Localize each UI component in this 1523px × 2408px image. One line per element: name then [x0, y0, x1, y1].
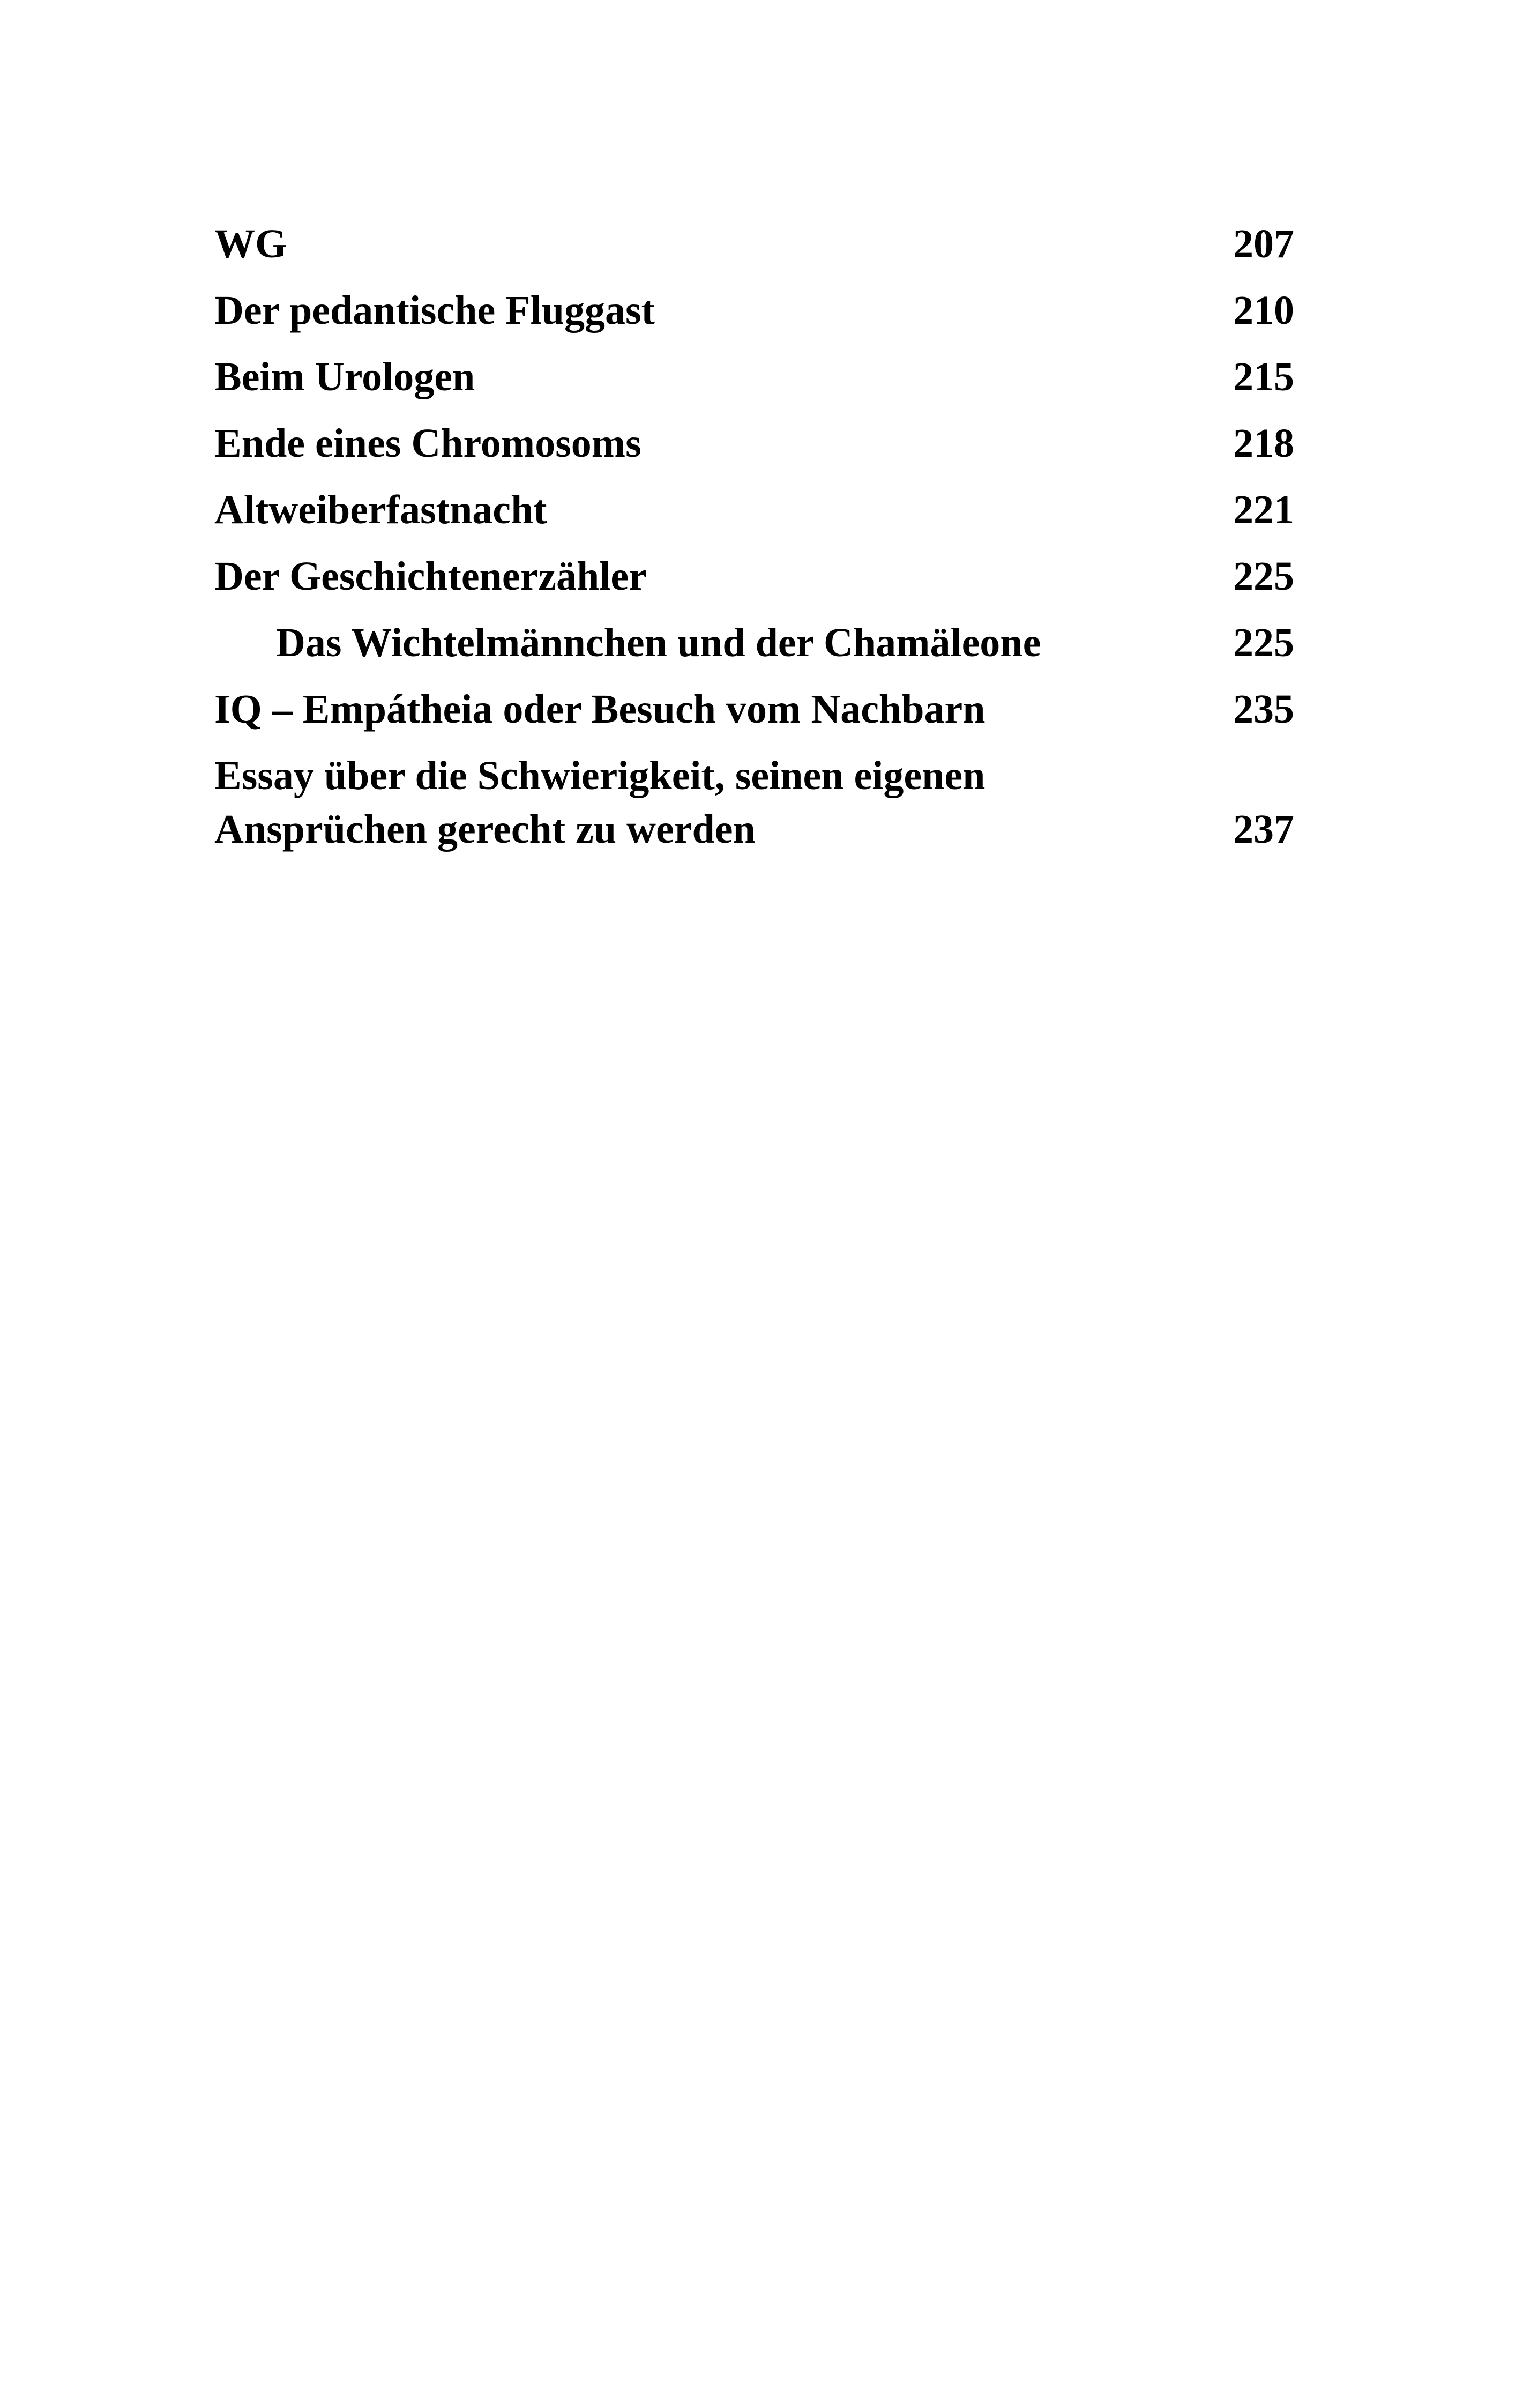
- toc-entry: [214, 284, 1294, 337]
- toc-entry-page: 218: [1233, 421, 1294, 466]
- toc-entry-title-line: Ende eines Chromosoms: [214, 421, 641, 466]
- toc-entry-title-line: Ansprüchen gerecht zu werden: [214, 807, 756, 852]
- toc-subentry: [214, 616, 1294, 670]
- toc-entry: [214, 417, 1294, 470]
- toc-entry-page: 225: [1233, 620, 1294, 665]
- toc-entry: [214, 217, 1294, 271]
- toc-entry-title-line: Essay über die Schwierigkeit, seinen eigenen: [214, 753, 986, 798]
- toc-entry-page: 225: [1233, 554, 1294, 599]
- toc-entry-title: [214, 682, 985, 736]
- toc-entry-page: 210: [1233, 288, 1294, 333]
- toc-entry-title-line: Beim Urologen: [214, 354, 475, 399]
- toc-entry-title-line: Der pedantische Fluggast: [214, 288, 655, 333]
- toc-entry-title-line: IQ – Empátheia oder Besuch vom Nachbarn: [214, 687, 986, 732]
- toc-entry: [214, 350, 1294, 404]
- toc-entry-title: [214, 284, 655, 337]
- toc-entry-title: [214, 749, 985, 856]
- table-of-contents: [214, 217, 1294, 869]
- toc-entry-title-line: Das Wichtelmännchen und der Chamäleone: [276, 620, 1041, 665]
- toc-entry-page: 237: [1233, 807, 1294, 852]
- toc-entry-title-line: Der Geschichtenerzähler: [214, 554, 647, 599]
- toc-entry-page: 221: [1233, 487, 1294, 532]
- toc-entry: [214, 749, 1294, 856]
- toc-entry-title: [214, 483, 547, 537]
- toc-entry: [214, 483, 1294, 537]
- toc-entry-title-line: Altweiberfastnacht: [214, 487, 547, 532]
- toc-entry-page: 235: [1233, 687, 1294, 732]
- toc-entry: [214, 682, 1294, 736]
- toc-entry-title: [214, 217, 287, 271]
- toc-entry-page: 207: [1233, 221, 1294, 266]
- toc-entry-title: [214, 549, 647, 603]
- toc-entry-title: [214, 417, 641, 470]
- toc-entry: [214, 549, 1294, 603]
- toc-entry-title: [214, 616, 1041, 670]
- toc-entry-title: [214, 350, 475, 404]
- toc-entry-title-line: WG: [214, 221, 287, 266]
- toc-entry-page: 215: [1233, 354, 1294, 399]
